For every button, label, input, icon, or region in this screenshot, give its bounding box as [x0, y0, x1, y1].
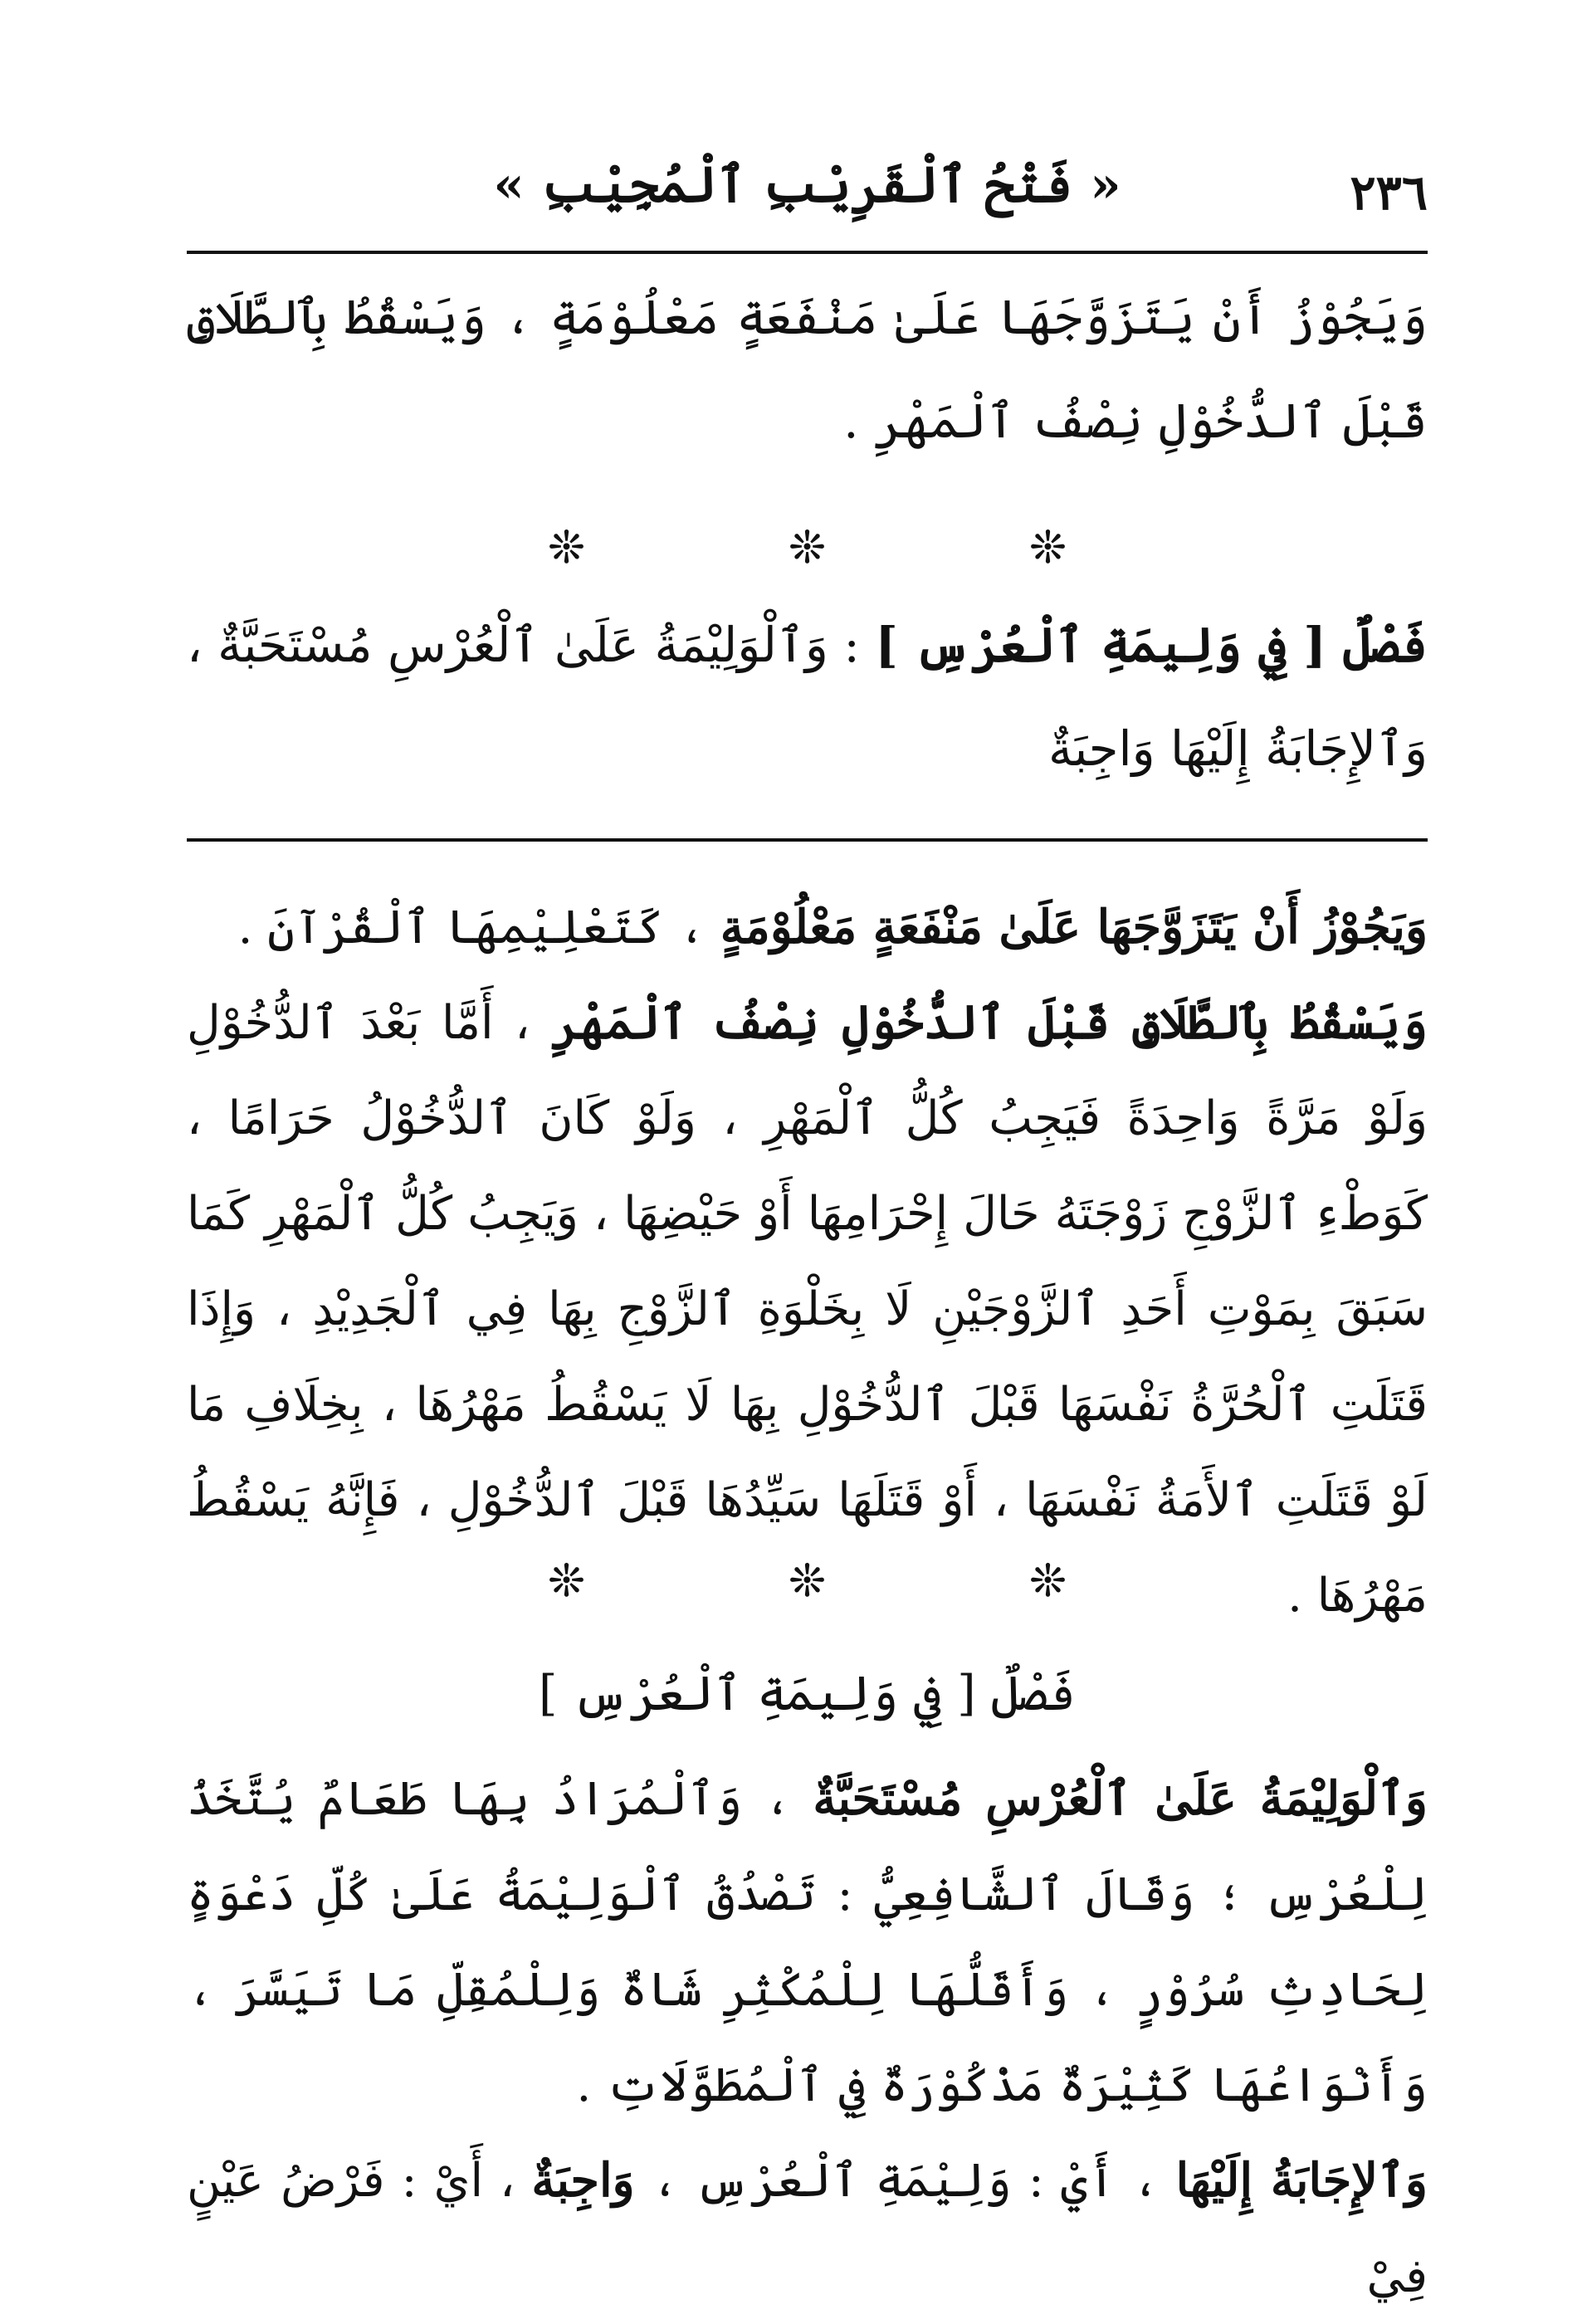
matn-text: : وَٱلْوَلِيْمَةُ عَلَىٰ ٱلْعُرْسِ مُسْتَحَبَّةٌ ، وَٱلإِجَابَةُ إِلَيْهَا وَاجِبَةٌ	[187, 617, 1428, 777]
sharh-text: ، أَمَّا بَعْدَ ٱلدُّخُوْلِ وَلَوْ مَرَّةً وَاحِدَةً فَيَجِبُ كُلُّ ٱلْمَهْرِ ، وَلَوْ كَانَ ٱلدُّخُوْلُ حَرَامًا ، كَوَطْءِ ٱلزَّوْجِ زَوْجَتَهُ حَالَ إِحْرَامِهَا أَوْ حَيْضِهَا ، وَيَجِبُ كُلُّ ٱلْمَهْرِ كَمَا سَبَقَ بِمَوْتِ أَحَدِ ٱلزَّوْجَيْنِ لَا بِخَلْوَةِ ٱلزَّوْجِ بِهَا فِي ٱلْجَدِيْدِ ، وَإِذَا قَتَلَتِ ٱلْحُرَّةُ نَفْسَهَا قَبْلَ ٱلدُّخُوْلِ بِهَا لَا يَسْقُطُ مَهْرُهَا ، بِخِلَافِ مَا لَوْ قَتَلَتِ ٱلأَمَةُ نَفْسَهَا ، أَوْ قَتَلَهَا سَيِّدُهَا قَبْلَ ٱلدُّخُوْلِ ، فَإِنَّهُ يَسْقُطُ مَهْرُهَا .	[187, 996, 1428, 1623]
star-ornament: ❊	[1028, 521, 1067, 574]
sharh-text: ، كَتَعْلِيْمِهَا ٱلْقُرْآنَ .	[237, 901, 720, 954]
sharh-text: ، أَيْ : فَرْضُ عَيْنٍ فِيْ	[187, 2154, 1428, 2303]
fasl-label: فَصْلٌ [ فِي وَلِيمَةِ ٱلْعُرْسِ ]	[875, 617, 1428, 673]
header-rule	[187, 251, 1428, 254]
matn-block-1	[187, 266, 1428, 473]
matn-quote: وَيَسْقُطُ بِٱلطَّلَاقِ قَبْلَ ٱلدُّخُوْلِ نِصْفُ ٱلْمَهْرِ	[551, 995, 1428, 1050]
section-heading	[187, 1652, 1428, 1735]
star-ornament: ❊	[1028, 1555, 1067, 1607]
page-header	[187, 148, 1428, 239]
matn-block-2	[187, 593, 1428, 801]
sharh-text: ، وَٱلْمُرَادُ بِهَا طَعَامٌ يُتَّخَذُ لِلْعُرْسِ ؛ وَقَالَ ٱلشَّافِعِيُّ : تَصْدُقُ ٱلْوَلِيْمَةُ عَلَىٰ كُلِّ دَعْوَةٍ لِحَادِثِ سُرُوْرٍ ، وَأَقَلُّهَا لِلْمُكْثِرِ شَاةٌ وَلِلْمُقِلِّ مَا تَيَسَّرَ ، وَأَنْوَاعُهَا كَثِيْرَةٌ مَذْكُوْرَةٌ فِي ٱلْمُطَوَّلَاتِ .	[187, 1772, 1428, 2112]
separator-stars	[187, 1552, 1428, 1610]
matn-sharh-divider	[187, 838, 1428, 842]
star-ornament: ❊	[788, 521, 827, 574]
star-ornament: ❊	[788, 1555, 827, 1607]
matn-quote: وَاجِبَةٌ	[531, 2153, 635, 2208]
section-heading-text: فَصْلٌ [ فِي وَلِيمَةِ ٱلْعُرْسِ ]	[538, 1665, 1077, 1721]
sharh-paragraph	[187, 975, 1428, 1643]
matn-quote: وَيَجُوْزُ أَنْ يَتَزَوَّجَهَا عَلَىٰ مَنْفَعَةٍ مَعْلُوْمَةٍ	[720, 900, 1428, 954]
page-number: ٢٣٦	[1350, 164, 1428, 221]
running-title: « فَتْحُ ٱلْقَرِيْبِ ٱلْمُجِيْبِ »	[493, 156, 1121, 214]
sharh-paragraph	[187, 2133, 1428, 2324]
sharh-block-2	[187, 1751, 1428, 2324]
matn-paragraph	[187, 593, 1428, 801]
matn-quote: وَٱلإِجَابَةُ إِلَيْهَا	[1175, 2153, 1428, 2208]
star-ornament: ❊	[547, 1555, 586, 1607]
star-ornament: ❊	[547, 521, 586, 574]
sharh-block-1	[187, 880, 1428, 1643]
sharh-text: ، أَيْ : وَلِيْمَةِ ٱلْعُرْسِ ،	[634, 2154, 1176, 2208]
sharh-paragraph	[187, 1751, 1428, 2133]
matn-paragraph: وَيَجُوْزُ أَنْ يَتَزَوَّجَهَا عَلَىٰ مَنْفَعَةٍ مَعْلُوْمَةٍ ، وَيَسْقُطُ بِٱلطَّلَاقِ قَبْلَ ٱلدُّخُوْلِ نِصْفُ ٱلْمَهْرِ .	[187, 289, 1428, 449]
sharh-paragraph	[187, 880, 1428, 975]
separator-stars	[187, 519, 1428, 577]
matn-quote: وَٱلْوَلِيْمَةُ عَلَىٰ ٱلْعُرْسِ مُسْتَحَبَّةٌ	[813, 1771, 1428, 1826]
